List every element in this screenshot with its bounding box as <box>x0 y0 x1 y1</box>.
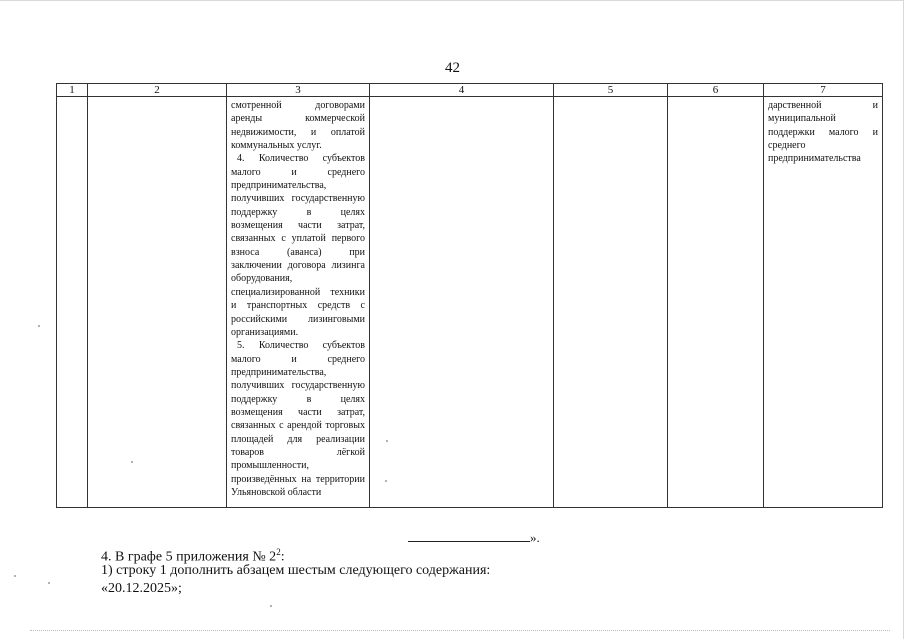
closing-line <box>408 530 540 546</box>
amendment-heading-text: 4. В графе 5 приложения № 2 <box>101 549 277 565</box>
scan-speck <box>38 325 40 327</box>
signature-rule <box>408 531 530 542</box>
cell-col-7 <box>764 97 883 508</box>
column-header-6: 6 <box>668 84 764 97</box>
cell-col-3 <box>227 97 370 508</box>
table-row <box>57 97 883 508</box>
scan-speck <box>270 605 272 607</box>
cell-col-4 <box>370 97 554 508</box>
column-header-5: 5 <box>554 84 668 97</box>
scan-speck <box>385 480 387 482</box>
cell-col-2 <box>88 97 227 508</box>
cell-col-1 <box>57 97 88 508</box>
closing-quote: ». <box>530 530 540 545</box>
column-header-7: 7 <box>764 84 883 97</box>
amendment-date: «20.12.2025»; <box>101 581 182 596</box>
indicator-text-continued: смотренной договорами аренды коммерческой недвижимости, и оплатой коммунальных услуг. <box>231 100 365 152</box>
column-header-1: 1 <box>57 84 88 97</box>
column-header-4: 4 <box>370 84 554 97</box>
amendment-item-1: 1) строку 1 дополнить абзацем шестым следующего содержания: <box>101 563 491 578</box>
scan-speck <box>386 440 388 442</box>
cell-col-6 <box>668 97 764 508</box>
table-header-row <box>57 84 883 97</box>
scan-artifact-line <box>30 630 890 631</box>
column-header-3: 3 <box>227 84 370 97</box>
page-number: 42 <box>445 60 460 76</box>
column-header-2: 2 <box>88 84 227 97</box>
cell-col-5 <box>554 97 668 508</box>
support-type-text: дарственной и муниципальной поддержки малого и среднего предпринимательства <box>768 100 878 165</box>
indicator-text-5: 5. Количество субъектов малого и среднего предпринимательства, получивших государственную поддержку в целях возмещения части затрат, связанных с арендой торговых площадей для реализации товаров лёгкой промышленности, произведённых на территории Ульяновской области <box>231 340 365 498</box>
amendment-superscript: 2 <box>276 547 281 557</box>
document-table <box>56 83 883 508</box>
scan-speck <box>48 582 50 584</box>
scan-speck <box>14 575 16 577</box>
indicator-text-4: 4. Количество субъектов малого и среднего предпринимательства, получивших государственную поддержку в целях возмещения части затрат, связанных с уплатой первого взноса (аванса) при заключении договора лизинга оборудования, специализированной техники и транспортных средств с российскими лизинговыми организациями. <box>231 153 365 338</box>
scan-speck <box>131 461 133 463</box>
amendment-heading-colon: : <box>280 549 285 565</box>
